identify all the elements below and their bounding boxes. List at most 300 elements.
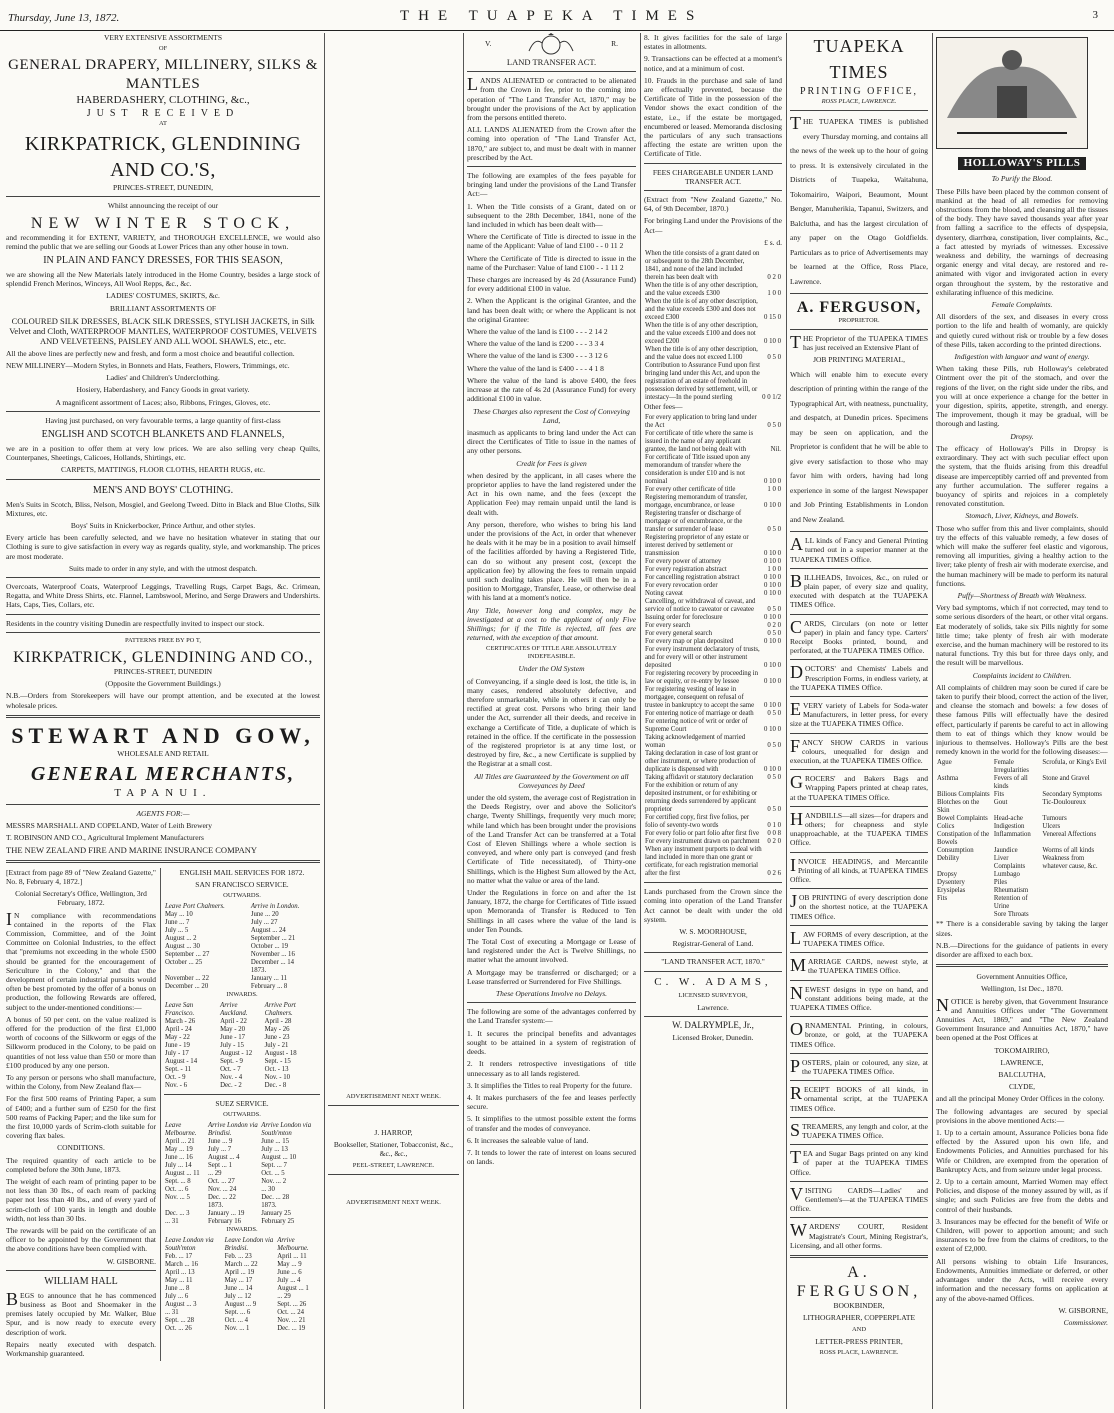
ad-of: OF (158, 45, 168, 53)
disease-cell: Secondary Symptoms (1042, 791, 1102, 799)
lta-ex2b: Where the value of the land is above £400, the fees increase at the rate of 4s 2d (Assurance Fund) for every additional £100 in value. (467, 375, 636, 404)
other-fee-item: Issuing order for foreclosure (645, 614, 723, 622)
tt-service-item: LAW FORMS of every description, at the TUAPEKA TIMES Office. (790, 927, 928, 949)
other-fee-item: For every application to bring land under the Act (645, 414, 757, 430)
suez-out-row (164, 1170, 320, 1178)
sf-in-cell: Nov. - 10 (264, 1074, 291, 1082)
other-fee-item: For every folio or part folio after first five (645, 830, 759, 838)
fees-extract: (Extract from "New Zealand Gazette," No. 64, of 9th December, 1870.) (644, 195, 782, 214)
fee-amount: 0 0 1/2 (762, 394, 781, 402)
sf-in-header: Leave San Francisco. (165, 1002, 195, 1018)
ad-street-2: PRINCES-STREET, DUNEDIN (113, 666, 213, 676)
other-fee-item: For cancelling registration abstract (645, 574, 740, 582)
disease-cell: Debility (937, 855, 960, 863)
other-fee-amount: 0 10 0 (764, 550, 781, 558)
hp-nb: N.B.—Directions for the guidance of patients in every disorder are affixed to each box. (936, 940, 1108, 959)
tt-service-item: BILLHEADS, Invoices, &c., on ruled or plain paper, of every size and quality, executed with despatch at the TUAPEKA TIMES Office. (790, 570, 928, 610)
suez-out-cell: June ... 16 (165, 1154, 193, 1162)
other-fee-amount: 0 10 0 (764, 582, 781, 590)
hp-children-body: All complaints of children may soon be cured if care be taken to purify their blood, correct the action of the liver, and cleanse the stomach and bowels: a few doses of these famous Pills will effectually have the desired effect, particularly if parents be careful to act in allowing them to eat of things which they know would be injurious to themselves. Holloway's Pills are the best remedy known in the world for the following diseases:— (936, 682, 1108, 757)
suez-in-cell: August ... 1 (277, 1285, 309, 1293)
lta-advantage: 5. It simplifies to the utmost possible extent the forms of transfer and the modes of conveyance. (467, 1114, 636, 1133)
gazette-required: The required quantity of each article to be completed before the 30th June, 1873. (6, 1155, 156, 1174)
suez-in-cell: April ... 19 (224, 1269, 255, 1277)
crest-icon (521, 33, 581, 55)
disease-cell: Head-ache (993, 815, 1023, 823)
lta-advantage: 3. It simplifies the Titles to real Property for the future. (467, 1080, 632, 1090)
disease-cell: Bowel Complaints (937, 815, 988, 823)
tt-service-item: VISITING CARDS—Ladies' and Gentlemen's—at the TUAPEKA TIMES Office. (790, 1183, 928, 1214)
sf-out-cell: September ... 21 (250, 935, 296, 943)
hp-intro: These Pills have been placed by the common consent of mankind at the head of all remedies for removing obstructions from the blood, and cleansing all the tissues of the body. They have saved thousands year after year from falling a sacrifice to the effects of dyspepsia, dysentery, diarrhœa, constipation, liver complaints, &c., a fact attested by myriads of witnesses. Excessive weakness and debility, the warnings of decreasing organic energy and vital decay, are restored and re-animated with vigor and invigorated action in every organ throughout the system, by the restorative and exhilarating influence of this medicine. (936, 186, 1108, 297)
other-fee-item: Taking acknowledgement of married woman (645, 734, 746, 750)
lta-inasmuch: inasmuch as applicants to bring land under the Act can direct the Certificates of Title to issue in the names of any other persons. (467, 427, 636, 456)
tt-service-item: CARDS, Circulars (on note or letter paper) in plain and fancy type. Carters' Receipt Books printed, bound, and perforated, at the TUAPEKA TIMES Office. (790, 616, 928, 656)
harrop-trade: Bookseller, Stationer, Tobacconist, &c., &c., &c., (333, 1140, 454, 1159)
other-fee-item: For every power of attorney (645, 558, 722, 566)
rule-line (790, 980, 928, 981)
ad-residents: Residents in the country visiting Dunedin are respectfully invited to inspect our stock. (6, 618, 265, 628)
sf-out-row (164, 983, 320, 991)
other-fee-item: For every instrument declaratory of trusts, and for every will or other instrument deposited (645, 646, 760, 670)
ad-every: Every article has been carefully selected, and we have no hesitation whatever in stating that our Clothing is sure to give satisfaction in every way as regards quality, style, and workmanship. The prices are most moderate. (6, 533, 320, 561)
gazette-persons: To any person or persons who shall manufacture, within the Colony, from New Zealand flax— (6, 1072, 156, 1092)
tt-ross-2: ROSS PLACE, LAWRENCE. (819, 1348, 899, 1356)
suez-out-cell: ... 30 (261, 1186, 275, 1194)
other-fee-row (644, 598, 782, 614)
tt-litho: LITHOGRAPHER, COPPERPLATE (802, 1313, 916, 1323)
disease-cell: Colics (937, 823, 955, 831)
sf-out-row (164, 959, 320, 967)
other-fee-amount: 0 5 0 (767, 710, 781, 718)
other-fee-item: For every instrument drawn on parchment (645, 838, 760, 846)
ad-mens: MEN'S AND BOYS' CLOTHING. (92, 484, 234, 496)
ad-silk: COLOURED SILK DRESSES, BLACK SILK DRESSES, STYLISH JACKETS, in Silk Velvet and Cloth, WATERPROOF MANTLES, WATERPROOF COSTUMES, VELVETS AND VELVETEENS, PAISLEY AND ALL WOOL SHAWLS, etc., etc. (9, 315, 317, 346)
suez-out-cell: February 25 (261, 1218, 295, 1226)
rule-line (790, 1117, 928, 1118)
suez-in-cell: May ... 17 (224, 1277, 253, 1285)
suez-in-cell: March ... 16 (165, 1261, 199, 1269)
disease-cell: Rheumatism (993, 887, 1029, 895)
sf-in-cell: Oct. - 9 (165, 1074, 186, 1082)
tt-service-item: MARRIAGE CARDS, newest style, at the TUAPEKA TIMES Office. (790, 955, 928, 976)
lta-advantages: The following are some of the advantages conferred by the Land Transfer system:— (467, 1007, 636, 1026)
lta-old: Under the Old System (518, 664, 585, 674)
suez-in-cell: Sept. ... 28 (165, 1317, 195, 1325)
fee-row (644, 362, 782, 402)
other-fee-amount: 0 5 0 (767, 606, 781, 614)
tt-service-item: EVERY variety of Labels for Soda-water Manufacturers, in letter press, for every size at the TUAPEKA TIMES Office. (790, 698, 928, 729)
rule-line (790, 1144, 928, 1145)
sf-in-cell: Nov. - 6 (165, 1082, 188, 1090)
tt-and: AND (851, 1325, 867, 1333)
sf-out-cell (164, 967, 250, 975)
sf-inwards: INWARDS. (226, 991, 258, 999)
ad-plain-fancy: IN PLAIN AND FANCY DRESSES, FOR THIS SEASON, (43, 255, 283, 267)
sf-in-cell: May - 22 (165, 1034, 190, 1042)
suez-out-cell: August ... 4 (207, 1154, 240, 1162)
suez-in-row (164, 1309, 320, 1317)
tt-proprietor-body: THE Proprietor of the TUAPEKA TIMES has just received an Extensive Plant of (790, 332, 928, 353)
ad-purchased: Having just purchased, on very favourable terms, a large quantity of first-class (45, 415, 281, 425)
ad-marshall: MESSRS MARSHALL AND COPELAND, Water of Leith Brewery (6, 821, 213, 831)
tt-service-item: GROCERS' and Bakers Bags and Wrapping Papers printed at cheap rates, at the TUAPEKA TIMES Office. (790, 772, 928, 802)
other-fee-amount: 0 5 0 (767, 526, 781, 534)
rule-line (790, 614, 928, 615)
sf-in-row (164, 1074, 320, 1082)
fee-item: When the title is of any other description, and the value exceeds £300 (645, 282, 758, 298)
other-fee-amount: 1 0 0 (767, 566, 781, 574)
other-fee-item: Noting caveat (645, 590, 683, 598)
other-fee-item: For entering notice of marriage or death (645, 710, 754, 718)
sf-in-cell: April - 22 (220, 1018, 247, 1026)
lta-ex1b: Where the Certificate of Title is directed to issue in the name of the Purchaser: Value of land £100 - - 1 11 2 (467, 253, 636, 272)
other-fee-amount: 0 5 0 (767, 630, 781, 638)
hp-puffy: Puffy—Shortness of Breath with Weakness. (957, 590, 1087, 600)
column-fees (644, 33, 782, 1409)
other-fee-item: For every revocation order (645, 582, 718, 590)
suez-out-row (164, 1186, 320, 1194)
tt-service-item: HANDBILLS—all sizes—for drapers and others; for cheapness and style unapproachable, at the TUAPEKA TIMES Office. (790, 808, 928, 848)
lta-certs: CERTIFICATES OF TITLE ARE ABSOLUTELY INDEFEASIBLE. (485, 645, 617, 661)
sf-in-cell: Dec. - 2 (220, 1082, 242, 1090)
other-fee-row (644, 734, 782, 750)
disease-row (936, 887, 1108, 895)
lta-cost: These Charges also represent the Cost of Conveying Land, (473, 406, 630, 425)
suez-out-row (164, 1194, 320, 1202)
disease-cell: Ague (937, 759, 952, 767)
rule-line (790, 1181, 928, 1182)
sf-in-cell: Sept. - 11 (165, 1066, 191, 1074)
sf-out-cell: December ... 14 (250, 959, 295, 967)
rule-line (790, 1016, 928, 1017)
sf-out-cell: February ... 8 (250, 983, 288, 991)
disease-row (936, 911, 1108, 919)
suez-out-cell: Nov. ... 24 (207, 1186, 237, 1194)
other-fee-item: For every other certificate of title (645, 486, 736, 494)
tt-ferguson-2: A. FERGUSON, (796, 1264, 922, 1301)
suez-in-cell: ... 31 (165, 1309, 179, 1317)
other-fee-row (644, 582, 782, 590)
suez-out-row (164, 1202, 320, 1210)
disease-cell: Dysentery (937, 879, 965, 887)
lta-all-lands: ALL LANDS ALIENATED from the Crown after the coming into operation of "The Land Transfer Act, 1870," are subject to, and must be dealt with in manner prescribed by the Act. (467, 125, 636, 162)
suez-out-header: Arrive London via South'mton (261, 1122, 312, 1138)
ad-haberdashery: HABERDASHERY, CLOTHING, &c., (76, 94, 250, 107)
sf-out-header: Leave Port Chalmers. (165, 903, 225, 911)
sf-in-row (164, 1042, 320, 1050)
suez-in-cell: August ... 3 (165, 1301, 197, 1309)
suez-in-cell: Oct. ... 26 (165, 1325, 192, 1333)
sf-in-cell: Oct. - 7 (220, 1066, 241, 1074)
fees-moorhouse: W. S. MOORHOUSE, (679, 927, 747, 937)
suez-out-cell: Nov. ... 2 (261, 1178, 287, 1186)
other-fee-item: When any instrument purports to deal with land included in more than one grant or certificate, for each registration memorial after the first (645, 846, 762, 878)
ad-lace: A magnificent assortment of Laces; also, Ribbons, Fringes, Gloves, etc. (55, 397, 271, 407)
gov-notice: NOTICE is hereby given, that Government Insurance and Annuities Offices under "The Government Annuities Act, 1869," and "The New Zealand Government Insurance and Annuities Act, 1870," have been opened at the Post Offices at (936, 994, 1108, 1043)
other-fee-amount: 0 10 0 (764, 558, 781, 566)
ad-position: we are in a position to offer them at very low prices. We are also selling very cheap Quilts, Counterpanes, Sheetings, Calicoes, Hollands, Shirtings, etc. (6, 444, 320, 463)
gov-advantages: The following advantages are secured by special provisions in the above mentioned Acts:— (936, 1106, 1108, 1125)
other-fee-row (644, 718, 782, 734)
sf-in-row (164, 1026, 320, 1034)
sf-in-cell: July - 21 (264, 1042, 289, 1050)
other-fee-item: Registering memorandum of transfer, mortgage, encumbrance, or lease (645, 494, 748, 510)
tt-service-item: WARDENS' COURT, Resident Magistrate's Court, Mining Registrar's, Licensing, and all other forms. (790, 1220, 928, 1250)
other-fee-row (644, 814, 782, 830)
rule-line (790, 1080, 928, 1081)
column-printing-office (790, 33, 928, 1409)
rule-line (790, 769, 928, 770)
lta-guaranteed: All Titles are Guaranteed by the Government on all Conveyances by Deed (474, 771, 629, 790)
other-fee-item: Registering proprietor of any estate or interest derived by settlement or transmission (645, 534, 749, 558)
sf-out-row (164, 951, 320, 959)
tt-service-item: ORNAMENTAL Printing, in colours, bronze, or gold, at the TUAPEKA TIMES Office. (790, 1019, 928, 1049)
other-fee-item: For every registration abstract (645, 566, 727, 574)
fee-row (644, 282, 782, 298)
suez-out-cell: January 25 (261, 1210, 291, 1218)
other-fee-amount: 0 10 0 (764, 678, 781, 686)
suez-out-cell: February 16 (207, 1218, 242, 1226)
disease-row (936, 775, 1108, 791)
gazette-bonus: A bonus of 50 per cent. on the value realized is offered for the production of the first £1,000 worth of cocoons of the Silkworm or eggs of the Silkworm produced in the Colony, to be paid on quantities of not less value than £50 or more than £100 produced by any one person. (6, 1014, 156, 1070)
suez-out-cell: Oct. ... 6 (165, 1186, 189, 1194)
suez-outwards: OUTWARDS. (223, 1111, 261, 1119)
disease-row (936, 879, 1108, 887)
other-fee-amount: 0 5 0 (767, 422, 781, 430)
sf-in-cell: April - 24 (165, 1026, 192, 1034)
rule-line (790, 733, 928, 734)
fee-item: Contribution to Assurance Fund upon first bringing land under this Act, and upon the registration of an estate of freehold in possession derived by settlement, will, or intestacy—In the pound sterling (645, 362, 760, 402)
lta-ex2: 2. When the Applicant is the original Grantee, and the land has been dealt with; or where the Applicant is not the original Grantee: (467, 296, 636, 324)
column-drapery-ads (6, 33, 320, 1409)
sf-in-cell: August - 18 (264, 1050, 297, 1058)
other-fee-row (644, 534, 782, 558)
hp-female-body: All disorders of the sex, and diseases in every cross portion to the life and health of womanly, are quickly and quietly cured without risk or trouble by a few doses of these Pills, taken according to the printed directions. (936, 312, 1108, 349)
disease-cell: Lumbago (993, 871, 1020, 879)
suez-in-cell: June ... 14 (224, 1285, 253, 1293)
tt-job-body: Which will enable him to execute every description of printing within the range of the Typographical Art, with neatness, punctuality, and despatch, at Dunedin prices. Specimens may be seen on application, and the Proprietor is confident that he will be able to give every satisfaction to those who may favor him with orders, having had long experience in some of the largest Newspaper and Job Printing Establishments in London and New Zealand. (790, 369, 928, 524)
ad-drapery-heading: GENERAL DRAPERY, MILLINERY, SILKS & MANTLES (8, 57, 318, 93)
hp-stomach-body: Those who suffer from this and liver complaints, should try the effects of this valuable remedy, a few doses of which will make the sufferer feel elastic and vigorous, removing all impurities, giving a healthy action to the liver; take plenty of fresh air with moderate exercise, and the human machinery will be made to perform its natural functions. (936, 523, 1108, 588)
other-fee-amount: 0 10 0 (764, 766, 781, 774)
suez-in-header: Leave London via South'mton (165, 1237, 214, 1253)
other-fee-item: For registering recovery by proceeding in law or equity, or re-entry by lessee (645, 670, 759, 686)
fees-lsd: £ s. d. (764, 237, 782, 247)
other-fee-row (644, 630, 782, 638)
page-header (0, 0, 1114, 31)
fees-other: Other fees— (644, 402, 683, 412)
disease-cell: Fits (993, 791, 1005, 799)
sf-out-cell: October ... 19 (250, 943, 289, 951)
ad-firm-name-2: KIRKPATRICK, GLENDINING AND CO., (13, 648, 313, 666)
ad-street: PRINCES-STREET, DUNEDIN, (112, 183, 214, 193)
fee-amount: 0 5 0 (767, 354, 781, 362)
disease-cell: Inflammation (993, 831, 1031, 839)
ad-suits-made: Suits made to order in any style, and with the utmost despatch. (68, 563, 258, 573)
lta-any-title: Any Title, however long and complex, may be investigated at a cost to the applicant of only Five Shillings; for if the Title is rejected, all fees are returned, with the exception of that amount. (467, 605, 636, 643)
disease-cell: Tic-Douloureux (1042, 799, 1086, 807)
fee-amount: 0 10 0 (764, 338, 781, 346)
rule-line (790, 952, 928, 953)
gazette-colonial: Colonial Secretary's Office, Wellington, 3rd February, 1872. (15, 889, 147, 908)
suez-in-row (164, 1269, 320, 1277)
suez-inwards: INWARDS. (226, 1226, 258, 1234)
suez-in-row (164, 1261, 320, 1269)
royal-arms (467, 33, 636, 55)
disease-cell: Tumours (1042, 815, 1067, 823)
lta-ex1: 1. When the Title consists of a Grant, dated on or subsequent to the 28th December, 1841, none of the land included in which has been dealt with— (467, 201, 636, 230)
tt-ross: ROSS PLACE, LAWRENCE. (821, 98, 897, 105)
suez-in-cell: June ... 8 (165, 1285, 190, 1293)
other-fee-amount: 0 0 8 (767, 830, 781, 838)
sf-out-cell: May ... 10 (165, 911, 193, 919)
ad-underclothing: Ladies' and Children's Underclothing. (106, 373, 220, 383)
tt-printing: PRINTING OFFICE, (799, 86, 919, 97)
sf-in-cell: Sept. - 9 (220, 1058, 243, 1066)
other-fee-row (644, 486, 782, 494)
other-fee-amount: 0 10 0 (764, 574, 781, 582)
gov-advantage: 3. Insurances may be effected for the benefit of Wife or Children, will power to apportion amount; and such insurances to be free from the claims of creditors, to the extent of £2,000. (936, 1216, 1108, 1254)
ad-opposite: (Opposite the Government Buildings.) (105, 679, 221, 689)
other-fee-item: For every search (645, 622, 691, 630)
suez-in-cell: July ... 12 (224, 1293, 252, 1301)
other-fee-row (644, 510, 782, 534)
ad-just-received: JUST RECEIVED (86, 108, 240, 120)
column-rule (932, 33, 933, 1409)
other-fee-amount: 0 10 0 (764, 590, 781, 598)
tt-service-item: RECEIPT BOOKS of all kinds, in ornamental script, at the TUAPEKA TIMES Office. (790, 1083, 928, 1113)
gov-place: TOKOMAIRIRO, (994, 1045, 1050, 1055)
suez-in-cell: ... 29 (277, 1293, 291, 1301)
suez-out-cell (164, 1202, 207, 1210)
ad-robinson: T. ROBINSON AND CO., Agricultural Implement Manufacturers (6, 833, 204, 843)
other-fee-item: Cancelling, or withdrawal of caveat, and service of notice to caveator or caveatee (645, 598, 756, 614)
disease-cell: Gout (993, 799, 1008, 807)
other-fee-item: For every general search (645, 630, 712, 638)
ad-winter-stock: NEW WINTER STOCK, (30, 214, 296, 232)
disease-row (936, 831, 1108, 847)
sf-out-cell: June ... 7 (165, 919, 190, 927)
gov-gisborne: W. GISBORNE, (1058, 1305, 1108, 1315)
other-fee-row (644, 782, 782, 814)
gazette-notice (6, 868, 161, 1362)
sf-in-cell: Oct. - 13 (264, 1066, 289, 1074)
suez-out-cell: August ... 11 (165, 1170, 200, 1178)
disease-row (936, 871, 1108, 879)
disease-cell: Indigestion (993, 823, 1025, 831)
tt-letterpress: LETTER-PRESS PRINTER, (815, 1336, 903, 1346)
suez-in-cell: Sept. ... 6 (224, 1309, 251, 1317)
lta-ex2-value: Where the value of the land is £300 - - - 3 12 6 (467, 351, 608, 361)
disease-cell: Stone and Gravel (1042, 775, 1090, 783)
disease-cell: Weakness from whatever cause, &c. (1042, 855, 1098, 871)
hp-stomach: Stomach, Liver, Kidneys, and Bowels. (965, 511, 1079, 521)
other-fees-table (644, 414, 782, 878)
gazette-compliance: IN compliance with recommendations contained in the reports of the Flax Commission, Committee, and of the Joint Committee on Colonial Industries, to the effect that "premiums not exceeding in the whole £500 should be granted for the encouragement of Sericulture in the Colony," and that the development of certain industrial pursuits would often be best promoted by the offer of a bonus on production, the following Rewards are offered, subject to the under-mentioned conditions:— (6, 908, 156, 1012)
disease-cell: Consumption (937, 847, 974, 855)
suez-inwards-table (164, 1237, 320, 1333)
disease-cell: Sore Throats (993, 911, 1029, 919)
suez-in-cell: Oct. ... 24 (277, 1309, 305, 1317)
disease-row (936, 759, 1108, 775)
fees-act-1870: "LAND TRANSFER ACT, 1870." (661, 957, 765, 967)
suez-in-cell: Oct. ... 4 (224, 1317, 248, 1325)
ad-ladies: LADIES' COSTUMES, SKIRTS, &c. (106, 291, 220, 301)
lta-adv10: 10. Frauds in the purchase and sale of land are effectually prevented, because the Certificate of Title in the possession of the Vendor shows the exact condition of the estate, i.e., if the estate be mortgaged, encumbered or leased. Memoranda disclosing the particulars of any such transactions affecting the estate are written upon the Certificate of Title. (644, 75, 782, 159)
other-fee-row (644, 686, 782, 710)
hp-purify: To Purify the Blood. (991, 174, 1053, 184)
tt-service-item: ALL kinds of Fancy and General Printing turned out in a superior manner at the TUAPEKA TIMES Office. (790, 534, 928, 564)
other-fee-row (644, 846, 782, 878)
ad-brilliant: BRILLIANT ASSORTMENTS OF (109, 303, 217, 313)
rule-line (790, 1053, 928, 1054)
sf-out-cell: January ... 11 (250, 975, 288, 983)
sf-out-row (164, 919, 320, 927)
gov-date: Wellington, 1st Dec., 1870. (980, 984, 1064, 994)
disease-cell: Fits (937, 895, 948, 903)
sf-in-row (164, 1082, 320, 1090)
other-fee-amount: 0 5 0 (767, 806, 781, 814)
suez-in-cell: April ... 13 (165, 1269, 195, 1277)
disease-cell: Blotches on the Skin (937, 799, 980, 815)
sf-in-cell: May - 26 (264, 1026, 290, 1034)
suez-in-cell: April ... 11 (277, 1253, 307, 1261)
fee-row (644, 322, 782, 346)
lta-advantage: 7. It tends to lower the rate of interest on loans secured on lands. (467, 1147, 636, 1167)
suez-out-row (164, 1178, 320, 1186)
fee-item: When the title is of any other description, and the value exceeds £100 and does not exceed £200 (645, 322, 758, 346)
hall-repairs: Repairs neatly executed with despatch. Workmanship guaranteed. (6, 1339, 156, 1359)
fee-item: When the title is of any other description, and the value exceeds £300 and does not exceed £300 (645, 298, 758, 322)
suez-in-cell: Feb. ... 23 (224, 1253, 252, 1261)
ad-general-merchants: GENERAL MERCHANTS, (30, 762, 296, 785)
disease-cell: Piles (993, 879, 1008, 887)
ad-nb: N.B.—Orders from Storekeepers will have our prompt attention, and be executed at the lowest wholesale prices. (6, 691, 320, 710)
sf-out-cell: July ... 5 (165, 927, 189, 935)
lta-ex2-value: Where the value of the land is £200 - - - 3 3 4 (467, 339, 604, 349)
column-rule (463, 33, 464, 1409)
other-fee-amount: 1 0 0 (767, 486, 781, 494)
gov-place: CLYDE, (1008, 1082, 1036, 1092)
ad-carpets: CARPETS, MATTINGS, FLOOR CLOTHS, HEARTH RUGS, etc. (61, 465, 265, 475)
tt-bookbinder: BOOKBINDER, (833, 1301, 885, 1311)
rule-line (790, 696, 928, 697)
disease-cell: Scrofula, or King's Evil (1042, 759, 1107, 767)
other-fee-amount: 0 2 6 (767, 870, 781, 878)
hp-puffy-body: Very bad symptoms, which if not corrected, may tend to some serious disorders of the heart, or other vital organs. Eat moderately of solids, take six Pills nightly for some little time; take plenty of fresh air with moderate exercise, and the human machinery will be restored to its natural functions. Try this but for three days only, and the result will be marvellous. (936, 603, 1108, 668)
suez-in-row (164, 1325, 320, 1333)
sf-in-cell: Sept. - 15 (264, 1058, 291, 1066)
tt-service-item: TEA and Sugar Bags printed on any kind of paper at the TUAPEKA TIMES Office. (790, 1147, 928, 1177)
sf-out-row (164, 943, 320, 951)
other-fee-amount: 0 2 0 (767, 622, 781, 630)
suez-out-cell: Sept. ... 7 (261, 1162, 287, 1170)
suez-out-cell: ... 31 (165, 1218, 179, 1226)
disease-cell (1041, 879, 1108, 887)
sf-in-cell: July - 15 (220, 1042, 244, 1050)
ad-insurance: THE NEW ZEALAND FIRE AND MARINE INSURANCE COMPANY (6, 844, 257, 855)
lta-charges: These charges are increased by 4s 2d (Assurance Fund) for every additional £100 in value. (467, 275, 636, 294)
gov-place: LAWRENCE, (1000, 1057, 1044, 1067)
lta-title: LAND TRANSFER ACT. (506, 57, 597, 67)
sf-in-cell: Nov. - 4 (220, 1074, 243, 1082)
ad-tapanui: TAPANUI. (114, 786, 212, 799)
column-rule (324, 33, 325, 1409)
hp-indigestion-body: When taking these Pills, rub Holloway's celebrated Ointment over the pit of the stomach, and over the regions of the liver, on the right side under the ribs, and you will at once experience a change for the better in your digestion, spirits, appetite, strength, and energy. The improvement, though it may be gradual, will be thorough and lasting. (936, 364, 1108, 429)
advertisement-next-week: ADVERTISEMENT NEXT WEEK. (346, 1093, 441, 1100)
other-fee-row (644, 750, 782, 774)
